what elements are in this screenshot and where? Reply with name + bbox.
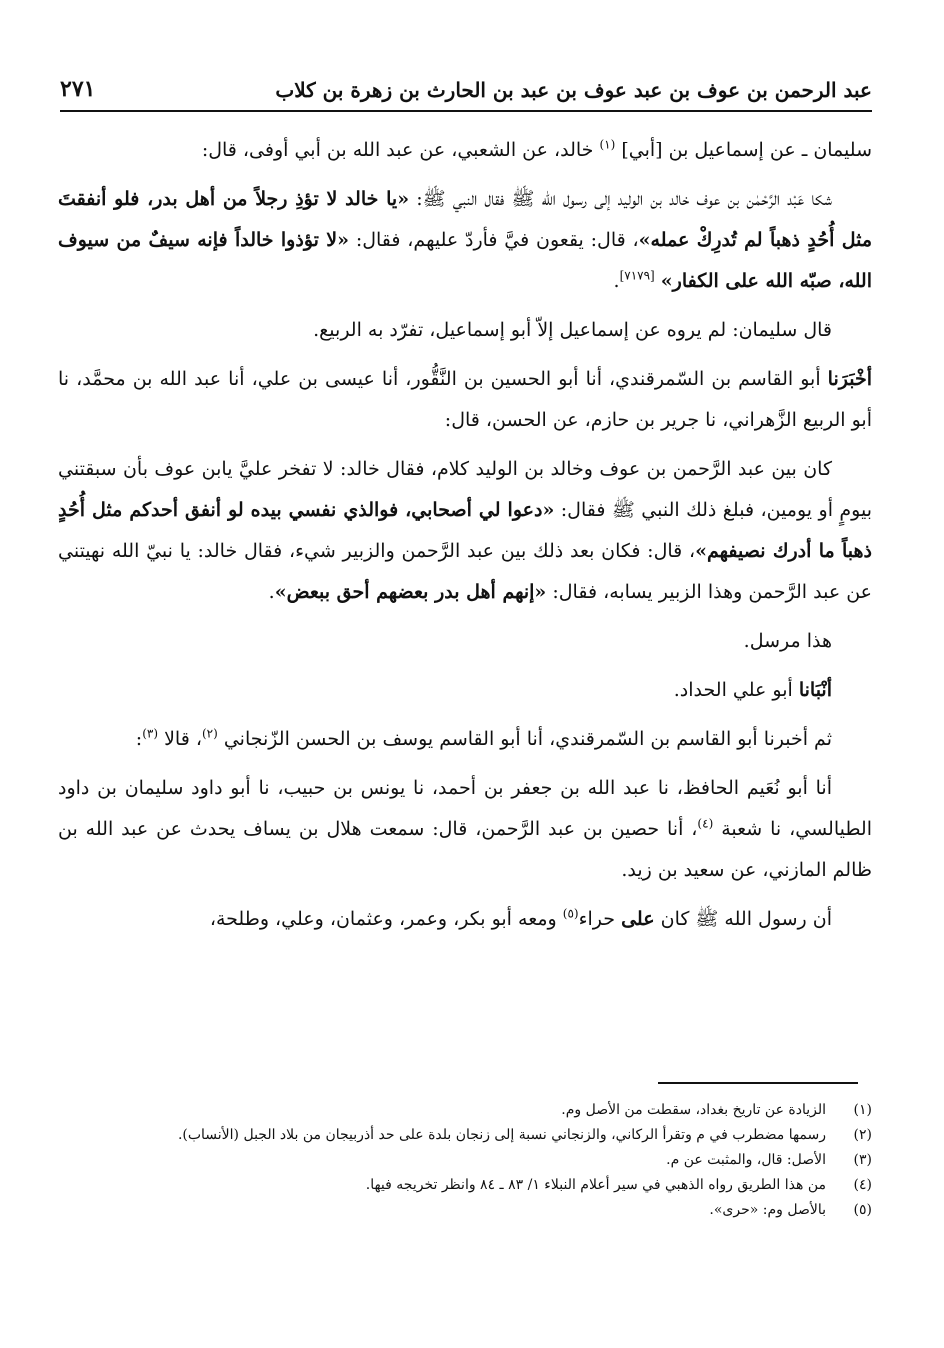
footnote <box>58 1148 872 1173</box>
footnote-number: (٢) <box>853 1127 872 1143</box>
text-run: هذا مرسل. <box>743 630 832 652</box>
text-run: ، قالا <box>164 728 202 750</box>
paragraph <box>58 130 872 171</box>
footnote-number: (٥) <box>853 1202 872 1218</box>
paragraph: شكا عَبْد الرَّحْمٰن بن عوف خالد بن الوليد إلى رسول الله ﷺ فقال النبي ﷺ: «يا خالد لا تؤذِ رجلاً من أهل بدر، فلو أنفقتَ مثل أُحُدٍ ذهباً لم تُدرِكْ عمله»، قال: يقعون فيَّ فأردّ عليهم، فقال: «لا تؤذوا خالداً فإنه سيفٌ من سيوف الله، صبّه الله على الكفار» [٧١٧٩]. <box>58 188 873 292</box>
footnote-text: الأصل: قال، والمثبت عن م. <box>666 1152 826 1168</box>
text-run: ، أنا حصين بن عبد الرَّحمن، قال: سمعت هلال بن يساف يحدث عن عبد الله بن ظالم المازني، عن سعيد بن زيد. <box>58 818 872 881</box>
footnote-text: الزيادة عن تاريخ بغداد، سقطت من الأصل وم. <box>561 1102 826 1118</box>
text-run: أبو القاسم بن السّمرقندي، أنا أبو الحسين بن النَّقُّور، أنا عيسى بن علي، أنا عبد الله بن محمَّد، نا أبو الربيع الزَّهراني، نا جرير بن حازم، عن الحسن، قال: <box>58 368 872 431</box>
isnad-keyword: أخْبَرَنا <box>827 368 872 390</box>
paragraph: كان بين عبد الرَّحمن بن عوف وخالد بن الوليد كلام، فقال خالد: لا تفخر عليَّ يابن عوف بأن سبقتني بيومٍ أو يومين، فبلغ ذلك النبي ﷺ فقال: «دعوا لي أصحابي، فوالذي نفسي بيده لو أنفق أحدكم مثل أُحُدٍ ذهباً ما أدرك نصيفهم»، قال: فكان بعد ذلك بين عبد الرَّحمن والزبير شيء، فقال خالد: يا نبيّ الله نهيتني عن عبد الرَّحمن وهذا الزبير يسابه، فقال: «إنهم أهل بدر بعضهم أحق ببعض». <box>58 458 873 603</box>
paragraph <box>58 670 872 711</box>
footnote <box>58 1198 872 1223</box>
footnote-separator <box>658 1082 858 1084</box>
footnote-ref: (٢) <box>201 726 218 741</box>
text-run: قال سليمان: لم يروه عن إسماعيل إلاّ أبو إسماعيل، تفرّد به الربيع. <box>313 319 832 341</box>
text-run: أن رسول الله ﷺ كان <box>660 908 832 930</box>
paragraph <box>58 899 872 940</box>
emphasis: على <box>621 908 655 930</box>
footnote-ref: (٥) <box>562 906 579 921</box>
footnote <box>58 1098 872 1123</box>
text-run: سليمان ـ عن إسماعيل بن [أبي] <box>621 139 872 161</box>
footnote-number: (٤) <box>853 1177 872 1193</box>
text-run: شكا عَبْد الرَّحْمٰن بن عوف خالد بن الوليد إلى رسول الله ﷺ فقال النبي ﷺ: <box>416 188 832 210</box>
footnote-ref: (٤) <box>697 816 714 831</box>
paragraph <box>58 768 872 891</box>
footnote <box>58 1173 872 1198</box>
paragraph <box>58 359 872 441</box>
footnote <box>58 1123 872 1148</box>
text-run: ، قال: فكان بعد ذلك بين عبد الرَّحمن والزبير شيء، فقال خالد: يا نبيّ الله نهيتني عن عبد الرَّحمن وهذا الزبير يسابه، فقال: <box>58 540 872 603</box>
footnote-ref: (١) <box>599 137 616 152</box>
footnote-number: (٣) <box>853 1152 872 1168</box>
main-text <box>58 130 872 948</box>
text-run: ، قال: يقعون فيَّ فأردّ عليهم، فقال: <box>355 229 639 251</box>
hadith-quote: «دعوا لي أصحابي، فوالذي نفسي بيده لو أنفق أحدكم مثل أُحُدٍ ذهباً ما أدرك نصيفهم» <box>58 499 873 562</box>
text-run: حراء <box>578 908 616 930</box>
hadith-number: [٧١٧٩] <box>619 268 655 283</box>
footnote-ref: (٣) <box>142 726 159 741</box>
footnote-text: بالأصل وم: «حرى». <box>709 1202 826 1218</box>
text-run: كان بين عبد الرَّحمن بن عوف وخالد بن الوليد كلام، فقال خالد: لا تفخر عليَّ يابن عوف بأن سبقتني بيومٍ أو يومين، فبلغ ذلك النبي ﷺ فقال: <box>58 458 873 521</box>
text-run: أبو علي الحداد. <box>673 679 793 701</box>
footnote-text: من هذا الطريق رواه الذهبي في سير أعلام النبلاء ١/ ٨٣ ـ ٨٤ وانظر تخريجه فيها. <box>365 1177 826 1193</box>
text-run: ثم أخبرنا أبو القاسم بن السّمرقندي، أنا أبو القاسم يوسف بن الحسن الزّنجاني <box>223 728 832 750</box>
paragraph <box>58 310 872 351</box>
page-header <box>60 70 872 112</box>
footnote-number: (١) <box>853 1102 872 1118</box>
running-title: عبد الرحمن بن عوف بن عبد عوف بن عبد بن الحارث بن زهرة بن كلاب <box>275 78 872 102</box>
paragraph <box>58 621 872 662</box>
hadith-quote: «يا خالد لا تؤذِ رجلاً من أهل بدر، فلو أنفقتَ مثل أُحُدٍ ذهباً لم تُدرِكْ عمله» <box>58 188 873 251</box>
text-run: ومعه أبو بكر، وعمر، وعثمان، وعلي، وطلحة، <box>209 908 557 930</box>
text-run: خالد، عن الشعبي، عن عبد الله بن أبي أوفى، قال: <box>201 139 594 161</box>
page-number: ٢٧١ <box>60 76 96 102</box>
paragraph: ثم أخبرنا أبو القاسم بن السّمرقندي، أنا أبو القاسم يوسف بن الحسن الزّنجاني $^{(٢)}$، قالا $^{(٣)}$: <box>135 726 832 750</box>
footnotes <box>58 1098 872 1223</box>
hadith-quote: «لا تؤذوا خالداً فإنه سيفٌ من سيوف الله، صبّه الله على الكفار» <box>58 229 872 292</box>
footnote-text: رسمها مضطرب في م وتقرأ الركاني، والزنجاني نسبة إلى زنجان بلدة على حد أذربيجان من بلاد الجبل (الأنساب). <box>177 1127 826 1143</box>
text-run: أنا أبو نُعَيم الحافظ، نا عبد الله بن جعفر بن أحمد، نا يونس بن حبيب، نا أبو داود سليمان بن داود الطيالسي، نا شعبة <box>58 777 873 840</box>
hadith-quote: «إنهم أهل بدر بعضهم أحق ببعض» <box>274 581 547 603</box>
isnad-keyword: أنْبَانا <box>798 679 832 701</box>
